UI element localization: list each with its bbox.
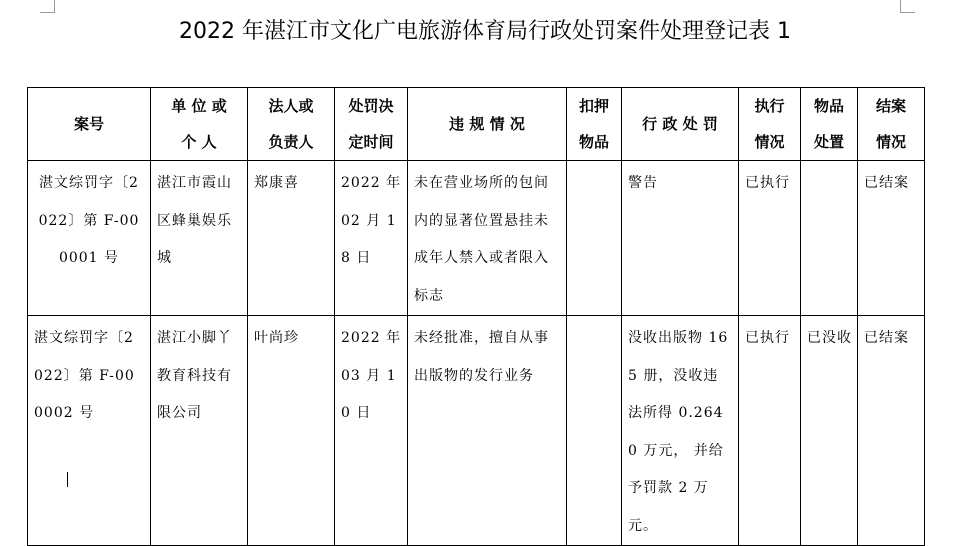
cell-decision-time: 2022 年 02 月 18 日	[335, 161, 408, 316]
table-row	[28, 316, 925, 546]
cell-decision-time: 2022 年 03 月 10 日	[335, 316, 408, 546]
cell-case-closed: 已结案	[858, 316, 925, 546]
header-decision-time: 处罚决 定时间	[335, 88, 408, 161]
header-seized-items: 扣押 物品	[567, 88, 622, 161]
cell-violation: 未经批准，擅自从事出版物的发行业务	[408, 316, 567, 546]
table-row	[28, 161, 925, 316]
cell-legal-person: 叶尚珍	[248, 316, 335, 546]
header-row	[28, 88, 925, 161]
cell-penalty: 警告	[622, 161, 739, 316]
cell-seized-items	[567, 316, 622, 546]
header-goods-disposal: 物品 处置	[801, 88, 858, 161]
cell-legal-person: 郑康喜	[248, 161, 335, 316]
cell-violation: 未在营业场所的包间内的显著位置悬挂未成年人禁入或者限入标志	[408, 161, 567, 316]
cell-goods-disposal	[801, 161, 858, 316]
text-cursor	[67, 472, 68, 487]
cell-execution: 已执行	[739, 316, 801, 546]
page-corner-mark-right	[900, 0, 915, 13]
penalty-register-table	[27, 87, 925, 546]
cell-case-closed: 已结案	[858, 161, 925, 316]
cell-case-no: 湛文综罚字〔2022〕第 F-000001 号	[28, 161, 151, 316]
cell-unit: 湛江市霞山区蜂巢娱乐城	[151, 161, 248, 316]
header-case-closed: 结案 情况	[858, 88, 925, 161]
cell-seized-items	[567, 161, 622, 316]
page-corner-mark-left	[40, 0, 55, 13]
header-violation: 违 规 情 况	[408, 88, 567, 161]
cell-execution: 已执行	[739, 161, 801, 316]
header-penalty: 行 政 处 罚	[622, 88, 739, 161]
cell-goods-disposal: 已没收	[801, 316, 858, 546]
document-title: 2022 年湛江市文化广电旅游体育局行政处罚案件处理登记表 1	[179, 19, 791, 44]
cell-unit: 湛江小脚丫教育科技有限公司	[151, 316, 248, 546]
header-legal-person: 法人或 负责人	[248, 88, 335, 161]
cell-case-no: 湛文综罚字〔2022〕第 F-000002 号	[28, 316, 151, 546]
header-case-no: 案号	[28, 88, 151, 161]
header-unit: 单 位 或 个 人	[151, 88, 248, 161]
header-execution: 执行 情况	[739, 88, 801, 161]
cell-penalty: 没收出版物 165 册，没收违法所得 0.2640 万元， 并给予罚款 2 万元。	[622, 316, 739, 546]
